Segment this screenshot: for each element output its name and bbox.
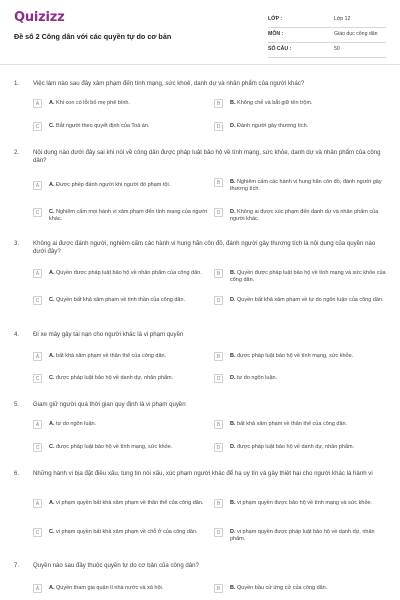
option-label: B. [230, 270, 236, 276]
meta-label: SỐ CÂU : [268, 46, 292, 52]
option-text: được pháp luật bảo hộ về tính mạng, sức khỏe. [237, 353, 354, 359]
option-label: A. [49, 421, 55, 427]
option-letter-box: D [214, 122, 223, 131]
option-text: bất khả xâm phạm về thân thể của công dân. [237, 421, 348, 427]
meta-label: LỚP : [268, 16, 283, 22]
option-text: Quyền bất khả xâm phạm về tự do ngôn luận của công dân. [237, 297, 384, 303]
option-letter-box: B [214, 584, 223, 593]
option-text: Được phép đánh người khi người đó phạm tội. [56, 182, 171, 188]
meta-row-subject [268, 28, 386, 43]
meta-value: Lớp 12 [334, 16, 351, 22]
option-label: C. [49, 209, 55, 215]
option-text: Quyền được pháp luật bảo hộ về nhân phẩm của công dân. [56, 270, 202, 276]
option-letter-box: A [33, 181, 42, 190]
option-label: A. [49, 500, 55, 506]
question-text: Việc làm nào sau đây xâm phạm đến tính mạng, sức khoẻ, danh dự và nhân phẩm của người khác? [33, 80, 305, 87]
option-label: A. [49, 353, 55, 359]
option-letter-box: A [33, 584, 42, 593]
option-text: Nghiêm cấm mọi hành vi xâm phạm đến tính mạng của người khác. [49, 209, 208, 223]
option-label: C. [49, 444, 55, 450]
option-text: Khi con có lỗi bố mẹ phê bình. [56, 100, 131, 106]
option-letter-box: C [33, 122, 42, 131]
option-label: A. [49, 182, 55, 188]
option-text: vi phạm quyền bất khả xâm phạm về thân thể của công dân. [56, 500, 204, 506]
option-label: D. [230, 444, 236, 450]
option-text: vi phạm quyền được pháp luật bảo hộ về danh dự, nhân phẩm. [230, 529, 375, 543]
option-text: Nghiêm cấm các hành vi hung hãn côn đồ, đánh người gây thương tích. [230, 179, 382, 193]
option-text: vi phạm quyền được bảo hộ về tính mạng và sức khỏe. [237, 500, 373, 506]
option-label: A. [49, 270, 55, 276]
option-letter-box: C [33, 443, 42, 452]
question-number: 4. [14, 331, 20, 338]
question-text: Đi xe máy gây tai nạn cho người khác là vi phạm quyền [33, 331, 184, 338]
question-number: 5. [14, 401, 20, 408]
meta-row-count [268, 43, 386, 58]
option-label: D. [230, 529, 236, 535]
question-number: 6. [14, 470, 20, 477]
option-letter-box: A [33, 499, 42, 508]
option-label: C. [49, 529, 55, 535]
question-text: Những hành vi bịa đặt điều xấu, tung tin nói xấu, xúc phạm người khác để hạ uy tín và gây thiệt hại cho người khác là hành vi [33, 470, 373, 477]
option-text: được pháp luật bảo hộ về tính mạng, sức khỏe. [56, 444, 173, 450]
option-letter-box: A [33, 352, 42, 361]
question-text: Không ai được đánh người, nghiêm cấm các hành vi hung hãn côn đồ, đánh người gây thương tích là nội dung của quyền nào dưới đây? [33, 240, 376, 255]
option-label: B. [230, 100, 236, 106]
question-number: 7. [14, 562, 20, 569]
option-text: vi phạm quyền bất khả xâm phạm về chỗ ở của công dân. [56, 529, 198, 535]
option-text: Quyền bất khả xâm phạm về tinh thần của công dân. [56, 297, 186, 303]
option-letter-box: D [214, 296, 223, 305]
option-text: Quyền được pháp luật bảo hộ về tính mạng và sức khỏe của công dân. [230, 270, 386, 284]
option-text: Đánh người gây thương tích. [237, 123, 309, 129]
quizizz-logo: Quizizz [14, 10, 65, 25]
option-label: B. [230, 421, 236, 427]
option-label: C. [49, 375, 55, 381]
question-text: Quyền nào sau đây thuộc quyền tự do cơ bản của công dân? [33, 562, 199, 569]
option-letter-box: A [33, 99, 42, 108]
meta-label: MÔN : [268, 31, 284, 37]
option-text: Không chế và bắt giữ tên trộm. [237, 100, 313, 106]
option-letter-box: B [214, 499, 223, 508]
option-label: D. [230, 375, 236, 381]
question-number: 3. [14, 240, 20, 247]
question-text: Giam giữ người quá thời gian quy định là vi phạm quyền [33, 401, 186, 408]
option-letter-box: B [214, 420, 223, 429]
meta-row-class [268, 13, 386, 28]
option-letter-box: C [33, 374, 42, 383]
option-label: D. [230, 209, 236, 215]
option-text: Quyền tham gia quản lí nhà nước và xã hội. [56, 585, 164, 591]
option-letter-box: A [33, 420, 42, 429]
option-label: C. [49, 123, 55, 129]
option-label: D. [230, 297, 236, 303]
option-text: tự do ngôn luận. [56, 421, 97, 427]
option-letter-box: B [214, 178, 223, 187]
option-text: bất khả xâm phạm về thân thể của công dân. [56, 353, 167, 359]
option-label: B. [230, 353, 236, 359]
option-letter-box: C [33, 296, 42, 305]
meta-value: 50 [334, 46, 340, 52]
option-text: tự do ngôn luận. [237, 375, 278, 381]
option-letter-box: C [33, 528, 42, 537]
option-label: B. [230, 500, 236, 506]
option-label: B. [230, 585, 236, 591]
option-letter-box: B [214, 352, 223, 361]
option-letter-box: D [214, 528, 223, 537]
option-letter-box: D [214, 443, 223, 452]
question-text: Nội dung nào dưới đây sai khi nói về công dân được pháp luật bảo hộ về tính mạng, sức khỏe, danh dự và nhân phẩm của công dân? [33, 149, 381, 164]
option-text: được pháp luật bảo hộ về danh dự, nhân phẩm. [237, 444, 355, 450]
option-text: được pháp luật bảo hộ về danh dự, nhân phẩm. [56, 375, 174, 381]
option-text: Bắt người theo quyết định của Toà án. [56, 123, 150, 129]
option-label: A. [49, 100, 55, 106]
option-label: C. [49, 297, 55, 303]
worksheet-title: Đề số 2 Công dân với các quyền tự do cơ bản [14, 32, 172, 41]
option-letter-box: D [214, 374, 223, 383]
question-number: 2. [14, 149, 20, 156]
worksheet-meta [268, 13, 386, 58]
option-letter-box: D [214, 208, 223, 217]
option-letter-box: C [33, 208, 42, 217]
option-label: A. [49, 585, 55, 591]
option-text: Không ai được xúc phạm đến danh dự và nhân phẩm của người khác. [230, 209, 379, 223]
option-letter-box: A [33, 269, 42, 278]
option-letter-box: B [214, 99, 223, 108]
option-label: D. [230, 123, 236, 129]
question-number: 1. [14, 80, 20, 87]
option-label: B. [230, 179, 236, 185]
header-divider [0, 64, 400, 65]
option-letter-box: B [214, 269, 223, 278]
option-text: Quyền bầu cử ứng cử của công dân. [237, 585, 328, 591]
meta-value: Giáo dục công dân [334, 31, 378, 37]
